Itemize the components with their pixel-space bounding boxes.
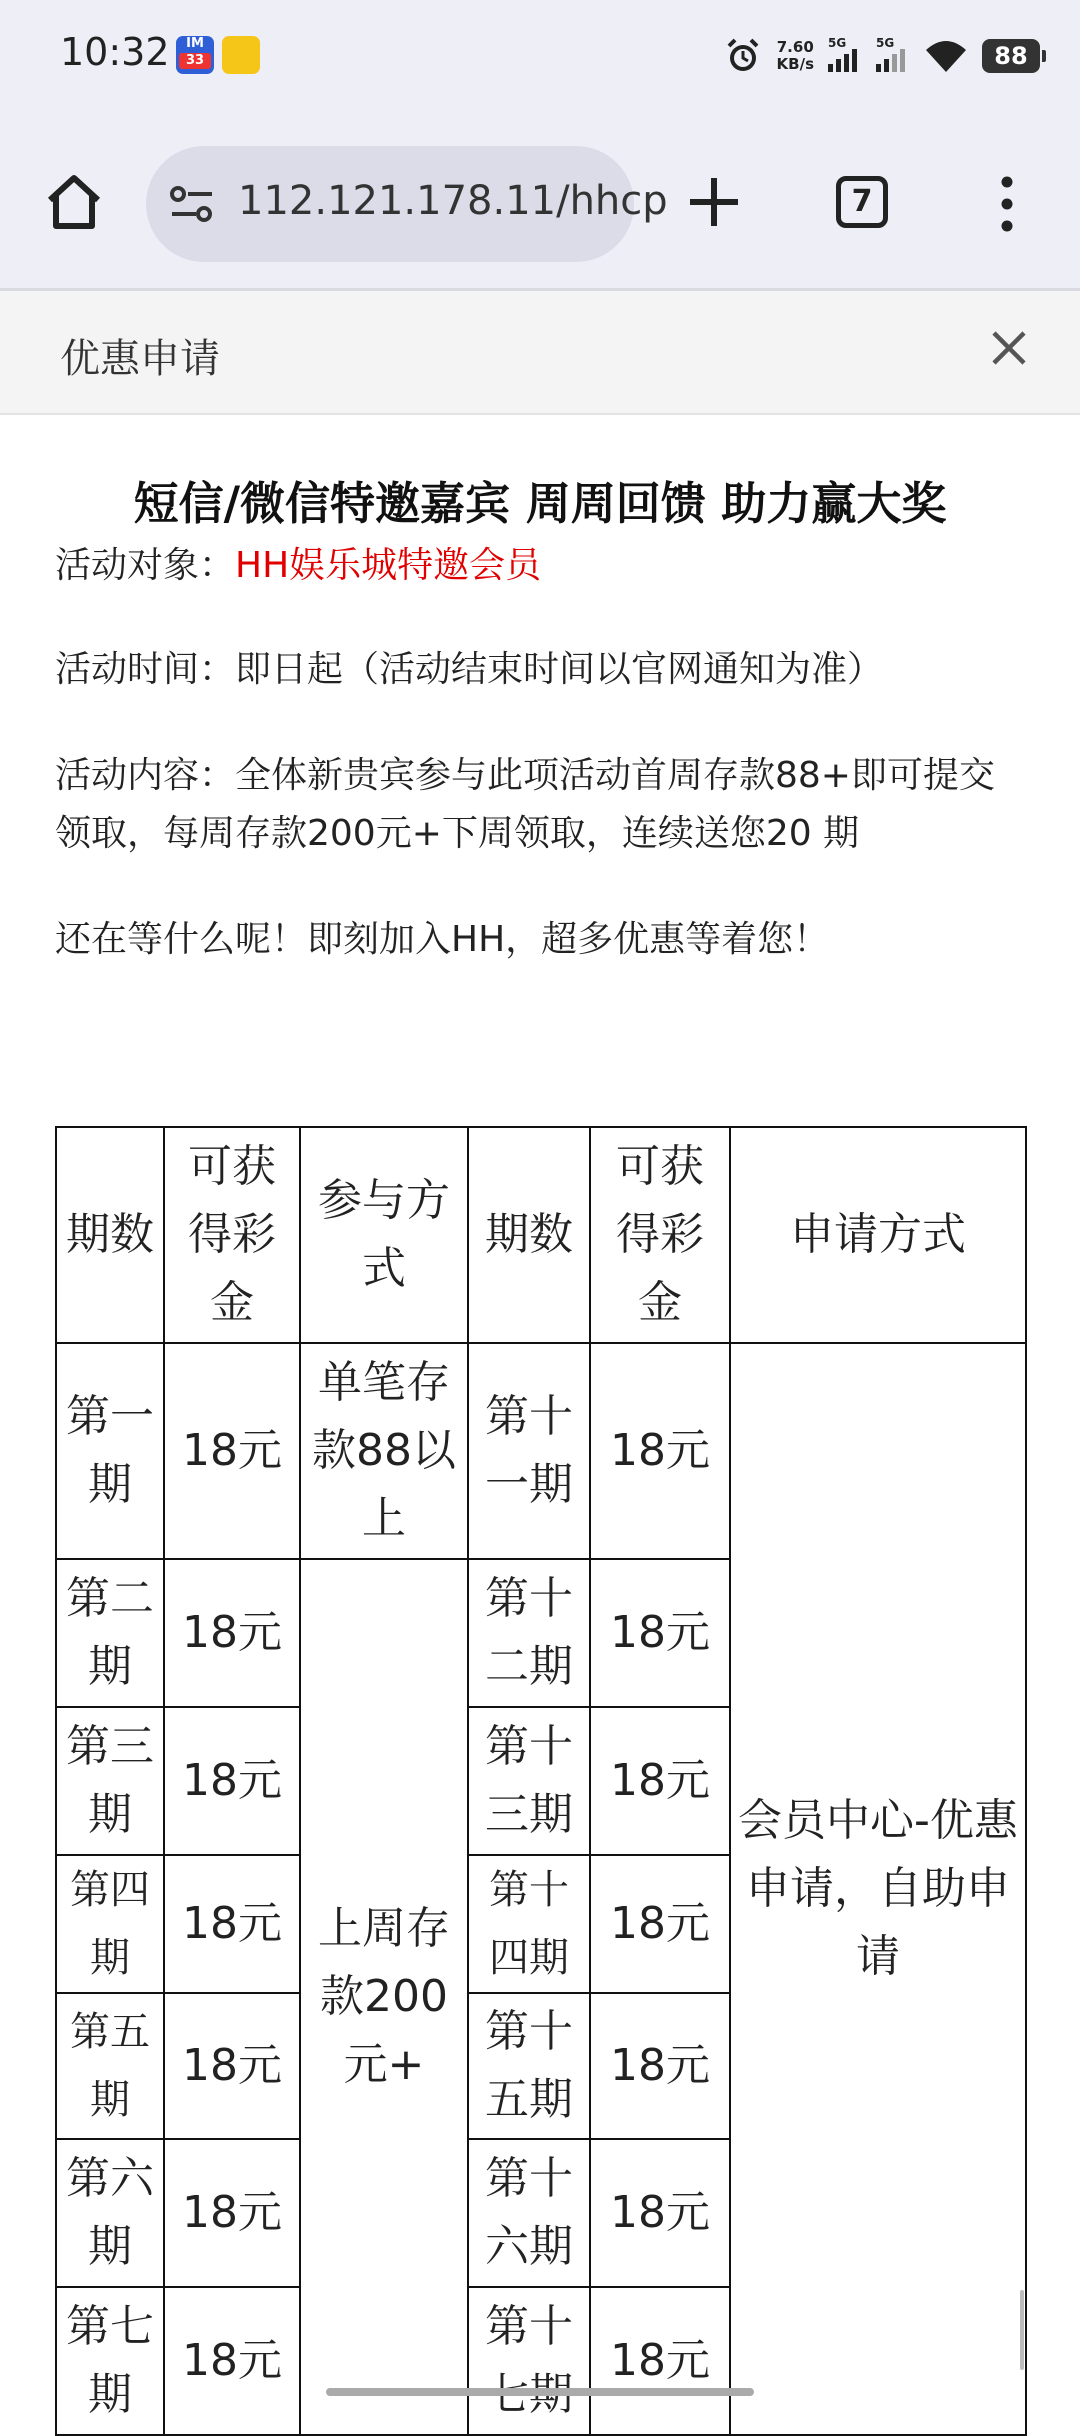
- amount-cell: 18元: [164, 1993, 300, 2139]
- promo-headline: 短信/微信特邀嘉宾 周周回馈 助力赢大奖: [133, 477, 947, 530]
- gesture-bar[interactable]: [326, 2388, 754, 2396]
- amount-cell: 18元: [590, 1993, 730, 2139]
- amount-cell: 18元: [590, 1707, 730, 1855]
- amount-cell: 18元: [590, 1855, 730, 1993]
- period-cell: 第十三期: [468, 1707, 590, 1855]
- new-tab-icon[interactable]: [686, 174, 742, 230]
- period-cell: 第十一期: [468, 1343, 590, 1559]
- header-method: 参与方式: [300, 1127, 468, 1343]
- app-notification-icon: [176, 36, 214, 74]
- sim2-label: 5G: [876, 36, 895, 50]
- amount-cell: 18元: [164, 2287, 300, 2435]
- amount-cell: 18元: [590, 2287, 730, 2435]
- amount-cell: 18元: [164, 1343, 300, 1559]
- period-cell: 第十五期: [468, 1993, 590, 2139]
- header-amount-2: 可获得彩金: [590, 1127, 730, 1343]
- cta-line: 还在等什么呢！即刻加入HH，超多优惠等着您！: [55, 919, 830, 960]
- wifi-icon: [924, 38, 968, 74]
- period-cell: 第二期: [56, 1559, 164, 1707]
- more-menu-icon[interactable]: [996, 176, 1018, 232]
- header-apply: 申请方式: [730, 1127, 1026, 1343]
- site-settings-icon[interactable]: [168, 184, 216, 224]
- status-time: 10:32: [60, 30, 170, 74]
- amount-cell: 18元: [164, 1707, 300, 1855]
- amount-cell: 18元: [590, 1559, 730, 1707]
- network-speed-value: 7.60: [776, 38, 814, 56]
- period-cell: 第十二期: [468, 1559, 590, 1707]
- page-title: 优惠申请: [60, 336, 220, 382]
- alarm-icon: [723, 36, 763, 76]
- signal-icon-sim1: [828, 36, 862, 76]
- home-icon[interactable]: [42, 170, 106, 234]
- period-cell: 第六期: [56, 2139, 164, 2287]
- browser-toolbar: [0, 118, 1080, 291]
- table-header-row: [56, 1127, 1026, 1343]
- amount-cell: 18元: [590, 1343, 730, 1559]
- time-line: 活动时间：即日起（活动结束时间以官网通知为准）: [55, 649, 884, 690]
- page-header: [0, 291, 1080, 415]
- bonus-table: [55, 1126, 1027, 2436]
- table-row: [56, 1343, 1026, 1559]
- method-rest-cell: 上周存款200元+: [300, 1559, 468, 2435]
- target-line: [55, 537, 1030, 595]
- status-bar: [0, 0, 1080, 118]
- status-right-group: [723, 34, 1040, 78]
- sim1-label: 5G: [828, 36, 847, 50]
- header-period: 期数: [56, 1127, 164, 1343]
- period-cell: 第十六期: [468, 2139, 590, 2287]
- amount-cell: 18元: [590, 2139, 730, 2287]
- period-cell: 第十四期: [468, 1855, 590, 1993]
- address-bar[interactable]: [146, 146, 668, 262]
- period-cell: 第七期: [56, 2287, 164, 2435]
- scrollbar-thumb[interactable]: [1020, 2290, 1024, 2370]
- period-cell: 第十: [468, 2287, 590, 2435]
- battery-icon: 88: [982, 39, 1040, 73]
- method-first-cell: 单笔存款88以上: [300, 1343, 468, 1559]
- target-label: 活动对象：: [55, 545, 236, 586]
- header-period-2: 期数: [468, 1127, 590, 1343]
- header-amount: 可获得彩金: [164, 1127, 300, 1343]
- app-icon-label: IM: [186, 36, 204, 51]
- tab-switcher-button[interactable]: 7: [836, 176, 888, 228]
- close-icon[interactable]: [988, 327, 1030, 369]
- period-cell: 第五期: [56, 1993, 164, 2139]
- content-line: 活动内容：全体新贵宾参与此项活动首周存款88+即可提交领取，每周存款200元+下周领取，连续送您20 期: [55, 755, 995, 854]
- period-cell: 第三期: [56, 1707, 164, 1855]
- amount-cell: 18元: [164, 1855, 300, 1993]
- url-text[interactable]: 112.121.178.11/hhcp: [238, 178, 668, 224]
- network-speed: [777, 39, 814, 73]
- app-notification-icon-2: [222, 36, 260, 74]
- period-cell: 第一期: [56, 1343, 164, 1559]
- app-icon-badge: 33: [179, 53, 211, 69]
- apply-method-cell: 会员中心-优惠申请，自助申请: [730, 1343, 1026, 2435]
- period-cell: 第四期: [56, 1855, 164, 1993]
- amount-cell: 18元: [164, 1559, 300, 1707]
- signal-icon-sim2: [876, 36, 910, 76]
- network-speed-unit: KB/s: [776, 55, 814, 73]
- target-value: HH娱乐城特邀会员: [235, 545, 542, 586]
- amount-cell: 18元: [164, 2139, 300, 2287]
